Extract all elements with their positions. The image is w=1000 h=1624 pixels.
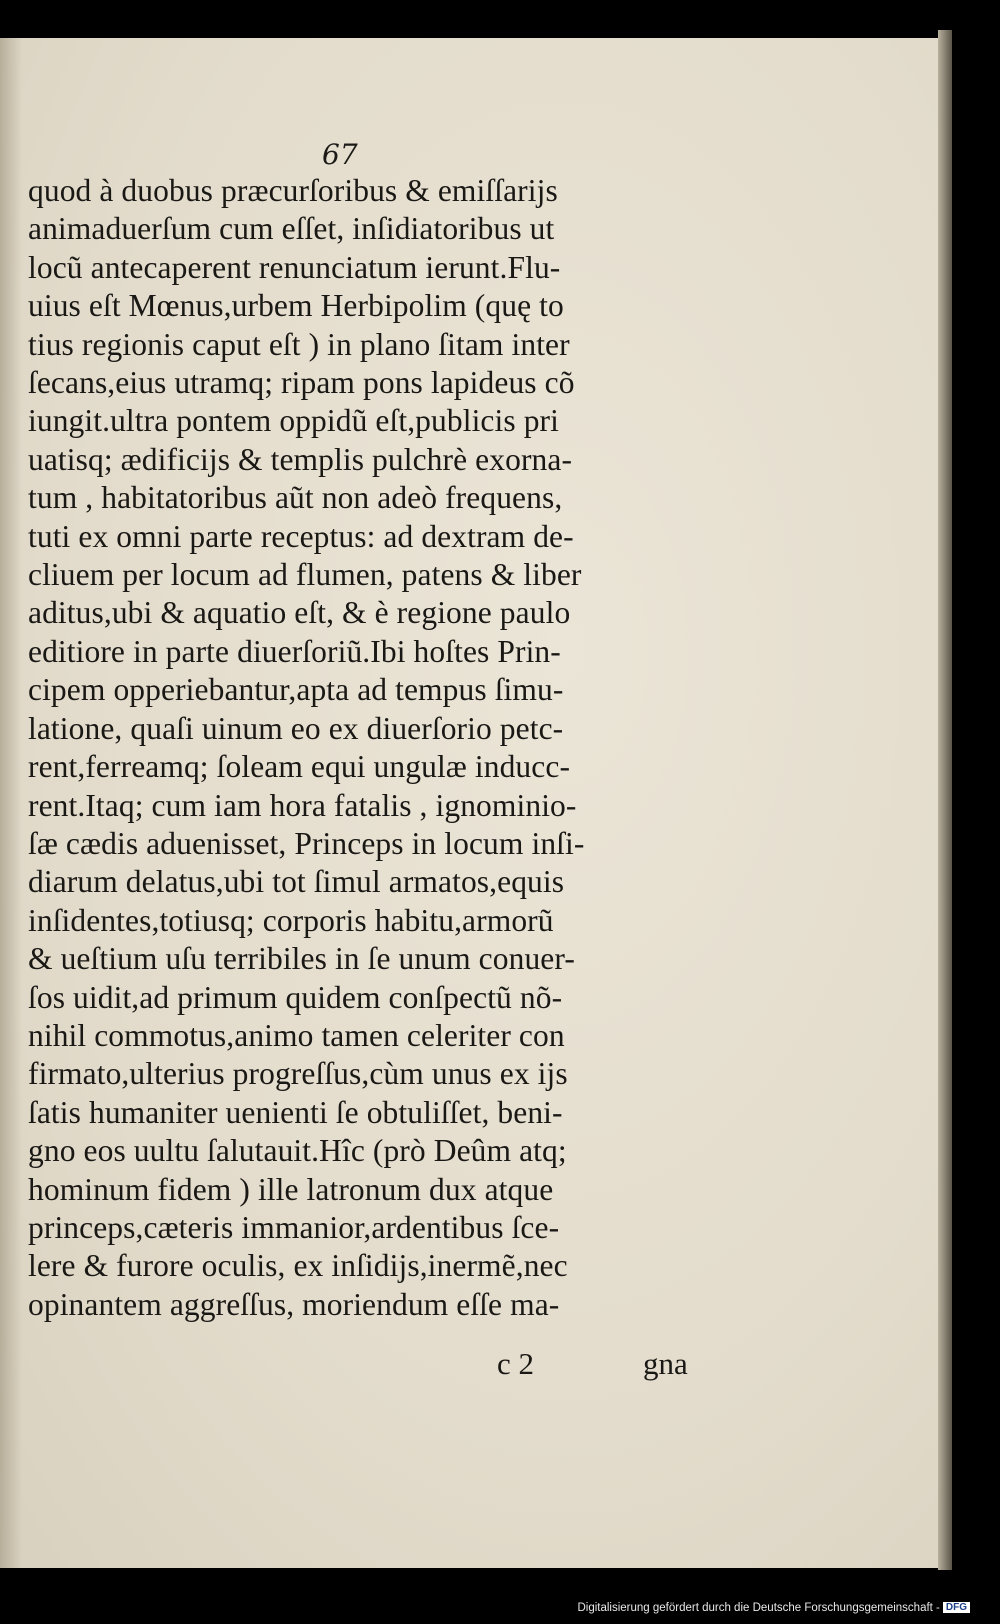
text-line: rent,ferreamq; ſoleam equi ungulæ inducc-: [28, 749, 571, 785]
body-text: [28, 172, 708, 1324]
text-line: ſos uidit,ad primum quidem conſpectũ nõ-: [28, 979, 563, 1015]
text-line: tum , habitatoribus aũt non adeò frequens,: [28, 480, 563, 516]
text-line: ſæ cædis aduenisset, Princeps in locum inſi-: [28, 825, 585, 861]
text-line: uius eſt Mœnus,urbem Herbipolim (quę to: [28, 288, 564, 324]
text-line: tuti ex omni parte receptus: ad dextram de-: [28, 518, 574, 554]
text-line: ſatis humaniter uenienti ſe obtuliſſet, beni-: [28, 1094, 563, 1130]
text-line: & ueſtium uſu terribiles in ſe unum conuer-: [28, 941, 575, 977]
dfg-logo-badge: DFG: [943, 1602, 970, 1613]
text-line: cipem opperiebantur,apta ad tempus ſimu-: [28, 672, 564, 708]
page-edge: [938, 30, 952, 1570]
text-line: lere & furore oculis, ex inſidijs,inermẽ,nec: [28, 1248, 568, 1284]
credit-text: Digitalisierung gefördert durch die Deutsche Forschungsgemeinschaft -: [577, 1602, 940, 1614]
text-line: locũ antecaperent renunciatum ierunt.Flu-: [28, 249, 561, 285]
text-line: latione, quaſi uinum eo ex diuerſorio petc-: [28, 710, 564, 746]
text-line: iungit.ultra pontem oppidũ eſt,publicis pri: [28, 403, 559, 439]
catchword: gna: [643, 1346, 688, 1381]
text-line: rent.Itaq; cum iam hora fatalis , ignominio-: [28, 787, 577, 823]
page-binding-shadow: [0, 38, 22, 1568]
text-line: tius regionis caput eſt ) in plano ſitam inter: [28, 326, 570, 362]
text-line: hominum fidem ) ille latronum dux atque: [28, 1171, 554, 1207]
text-line: nihil commotus,animo tamen celeriter con: [28, 1017, 565, 1053]
text-line: editiore in parte diuerſoriũ.Ibi hoſtes Prin-: [28, 633, 561, 669]
text-line: firmato,ulterius progreſſus,cùm unus ex ijs: [28, 1056, 568, 1092]
digitization-credit: [577, 1602, 970, 1614]
text-line: cliuem per locum ad flumen, patens & liber: [28, 557, 582, 593]
text-line: gno eos uultu ſalutauit.Hîc (prò Deûm atq;: [28, 1133, 567, 1169]
text-line: inſidentes,totiusq; corporis habitu,armorũ: [28, 902, 554, 938]
page-number: 67: [322, 138, 358, 171]
text-line: ſecans,eius utramq; ripam pons lapideus cõ: [28, 365, 575, 401]
text-line: diarum delatus,ubi tot ſimul armatos,equis: [28, 864, 565, 900]
signature-mark: c 2: [497, 1346, 535, 1381]
text-line: opinantem aggreſſus, moriendum eſſe ma-: [28, 1286, 560, 1322]
text-line: uatisq; ædificijs & templis pulchrè exorna-: [28, 441, 573, 477]
text-line: quod à duobus præcurſoribus & emiſſarijs: [28, 173, 558, 208]
text-line: aditus,ubi & aquatio eſt, & è regione paulo: [28, 595, 571, 631]
text-line: princeps,cæteris immanior,ardentibus ſce-: [28, 1209, 560, 1245]
text-line: animaduerſum cum eſſet, inſidiatoribus ut: [28, 211, 555, 247]
